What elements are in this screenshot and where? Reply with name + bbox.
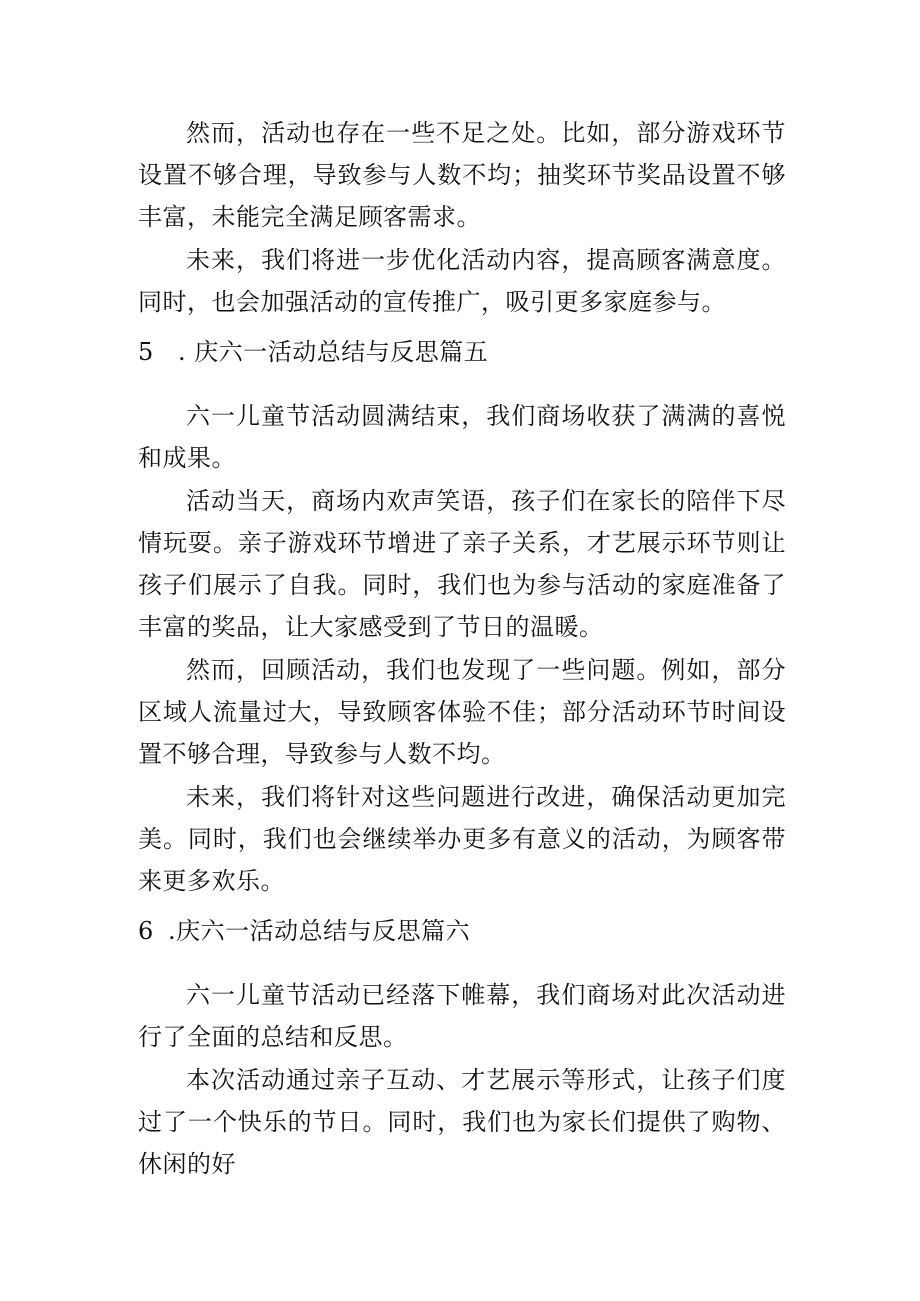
paragraph-closing: 六一儿童节活动已经落下帷幕，我们商场对此次活动进行了全面的总结和反思。 [138, 981, 786, 1051]
section-title: . 庆六一活动总结与反思篇五 [178, 338, 489, 366]
section-title: .庆六一活动总结与反思篇六 [168, 917, 471, 945]
paragraph-event-day: 活动当天，商场内欢声笑语，孩子们在家长的陪伴下尽情玩耍。亲子游戏环节增进了亲子关系，才艺展示环节则让孩子们展示了自我。同时，我们也为参与活动的家庭准备了丰富的奖品，让大家感受到了节日的温暖。 [138, 487, 786, 641]
section-heading-6 [138, 910, 786, 952]
paragraph-improvements: 未来，我们将针对这些问题进行改进，确保活动更加完美。同时，我们也会继续举办更多有意义的活动，为顾客带来更多欢乐。 [138, 783, 786, 895]
paragraph-intro: 六一儿童节活动圆满结束，我们商场收获了满满的喜悦和成果。 [138, 402, 786, 472]
paragraph-shortcomings: 然而，活动也存在一些不足之处。比如，部分游戏环节设置不够合理，导致参与人数不均；抽奖环节奖品设置不够丰富，未能完全满足顾客需求。 [138, 119, 786, 231]
document-body [138, 112, 786, 1186]
section-heading-5 [138, 331, 786, 373]
paragraph-future-plans: 未来，我们将进一步优化活动内容，提高顾客满意度。同时，也会加强活动的宣传推广，吸引更多家庭参与。 [138, 246, 786, 316]
section-number: 6 [138, 917, 154, 945]
paragraph-activity-summary: 本次活动通过亲子互动、才艺展示等形式，让孩子们度过了一个快乐的节日。同时，我们也为家长们提供了购物、休闲的好 [138, 1066, 786, 1178]
paragraph-problems: 然而，回顾活动，我们也发现了一些问题。例如，部分区域人流量过大，导致顾客体验不佳；部分活动环节时间设置不够合理，导致参与人数不均。 [138, 656, 786, 768]
section-number: 5 [138, 338, 154, 366]
